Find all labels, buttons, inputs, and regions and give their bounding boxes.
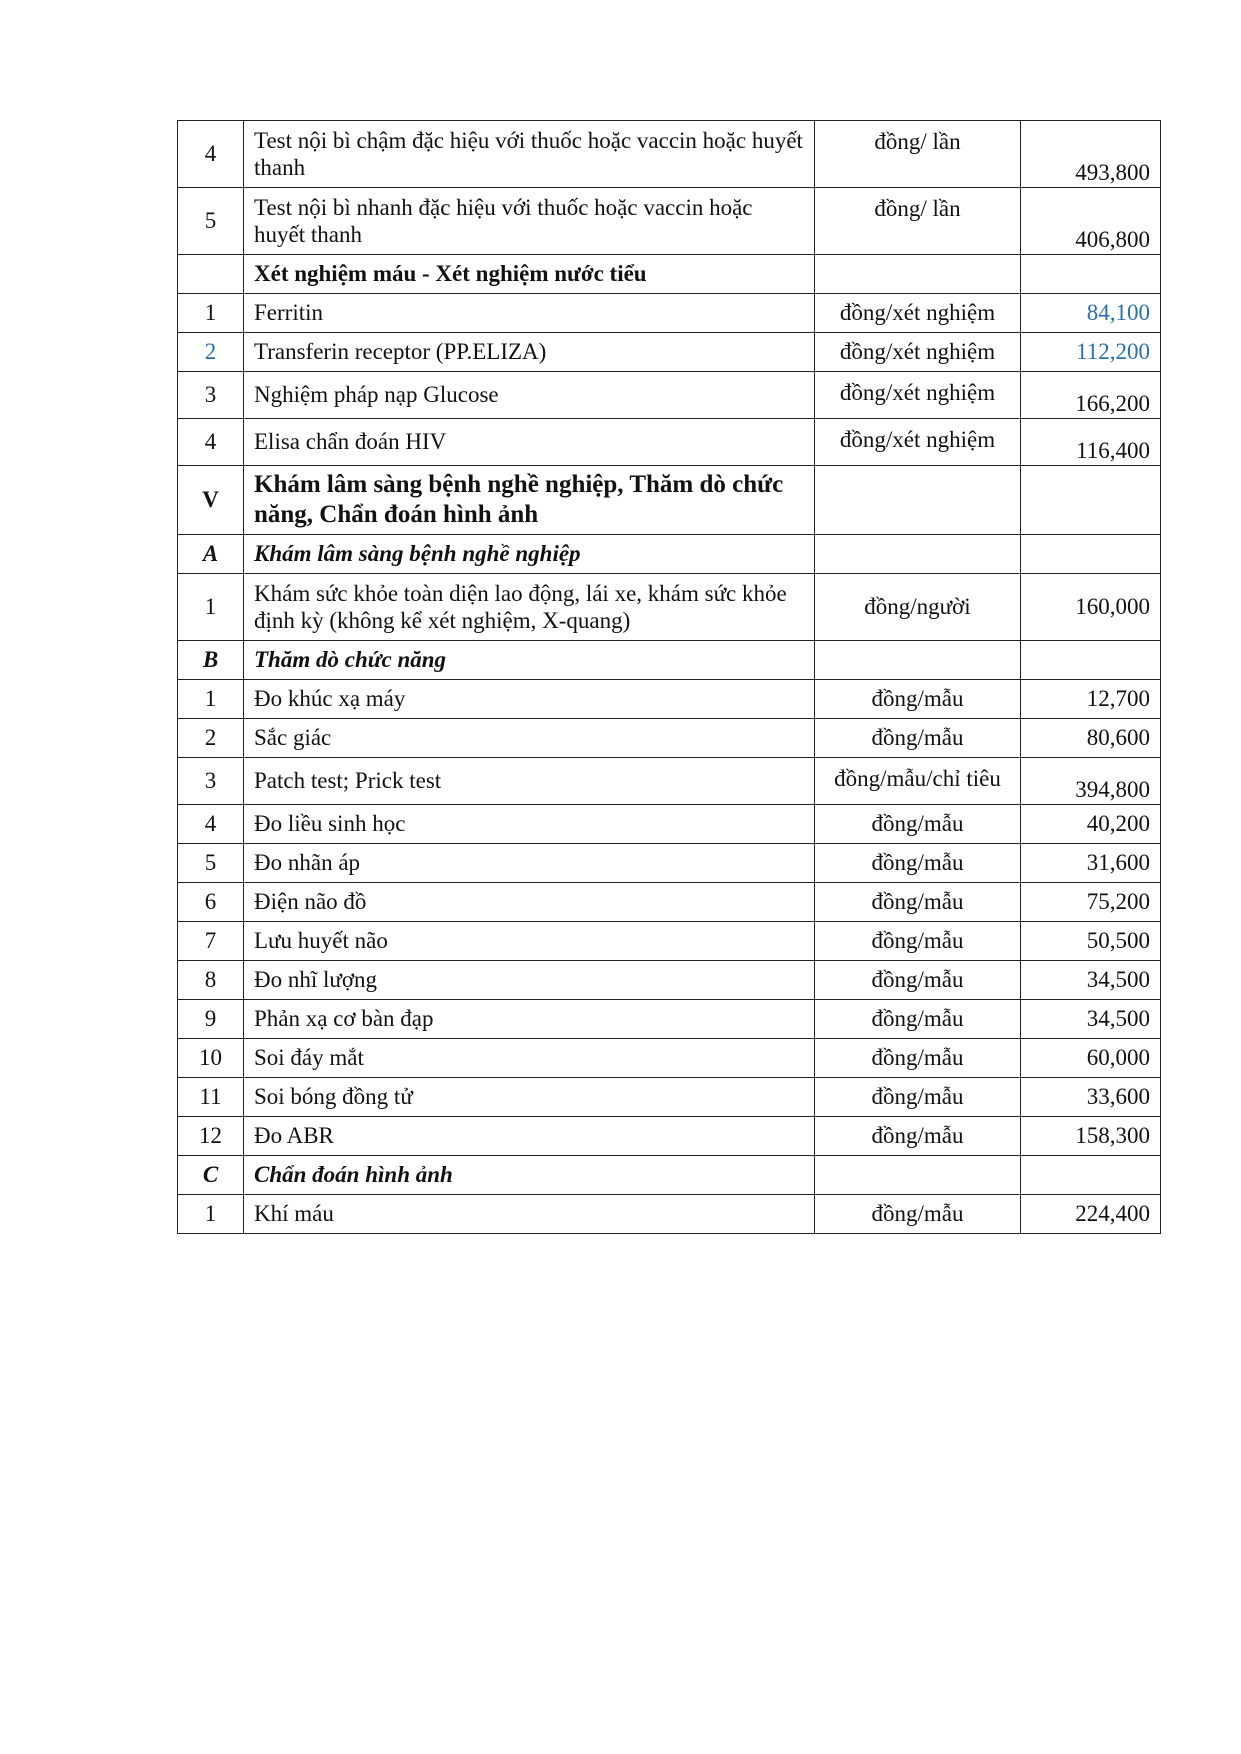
price-cell	[1021, 535, 1161, 574]
price-cell	[1021, 466, 1161, 535]
service-name: Điện não đồ	[244, 883, 815, 922]
row-number: 4	[178, 419, 244, 466]
price-cell: 116,400	[1021, 419, 1161, 466]
table-row	[178, 719, 1161, 758]
table-row	[178, 333, 1161, 372]
unit-cell: đồng/mẫu	[815, 961, 1021, 1000]
unit-cell: đồng/mẫu	[815, 922, 1021, 961]
price-cell: 394,800	[1021, 758, 1161, 805]
subsection-row	[178, 1156, 1161, 1195]
table-row	[178, 1078, 1161, 1117]
service-name: Test nội bì chậm đặc hiệu với thuốc hoặc vaccin hoặc huyết thanh	[244, 121, 815, 188]
table-row	[178, 121, 1161, 188]
unit-cell: đồng/mẫu	[815, 719, 1021, 758]
service-name: Đo ABR	[244, 1117, 815, 1156]
price-cell: 160,000	[1021, 574, 1161, 641]
price-cell: 406,800	[1021, 188, 1161, 255]
price-cell: 166,200	[1021, 372, 1161, 419]
service-name: Patch test; Prick test	[244, 758, 815, 805]
table-row	[178, 961, 1161, 1000]
row-number: 3	[178, 758, 244, 805]
table-row	[178, 805, 1161, 844]
row-number: 8	[178, 961, 244, 1000]
price-cell: 75,200	[1021, 883, 1161, 922]
subsection-row	[178, 535, 1161, 574]
subsection-letter: B	[178, 641, 244, 680]
unit-cell: đồng/mẫu	[815, 805, 1021, 844]
service-name: Lưu huyết não	[244, 922, 815, 961]
service-name: Soi bóng đồng tử	[244, 1078, 815, 1117]
row-number: 3	[178, 372, 244, 419]
section-title: Khám lâm sàng bệnh nghề nghiệp, Thăm dò chức năng, Chẩn đoán hình ảnh	[244, 466, 815, 535]
service-name: Nghiệm pháp nạp Glucose	[244, 372, 815, 419]
unit-cell: đồng/mẫu	[815, 1078, 1021, 1117]
unit-cell: đồng/mẫu	[815, 1000, 1021, 1039]
subsection-title: Chẩn đoán hình ảnh	[244, 1156, 815, 1195]
unit-cell: đồng/mẫu	[815, 680, 1021, 719]
row-number: 1	[178, 294, 244, 333]
row-number: 12	[178, 1117, 244, 1156]
service-name: Ferritin	[244, 294, 815, 333]
section-number: V	[178, 466, 244, 535]
service-name: Elisa chẩn đoán HIV	[244, 419, 815, 466]
service-name: Đo khúc xạ máy	[244, 680, 815, 719]
subsection-title: Thăm dò chức năng	[244, 641, 815, 680]
price-cell	[1021, 641, 1161, 680]
row-number: 7	[178, 922, 244, 961]
service-name: Khám sức khỏe toàn diện lao động, lái xe, khám sức khỏe định kỳ (không kể xét nghiệm, X-quang)	[244, 574, 815, 641]
table-row	[178, 1039, 1161, 1078]
table-row	[178, 188, 1161, 255]
price-cell: 33,600	[1021, 1078, 1161, 1117]
price-cell: 34,500	[1021, 1000, 1161, 1039]
table-row	[178, 1195, 1161, 1234]
unit-cell	[815, 255, 1021, 294]
price-cell: 60,000	[1021, 1039, 1161, 1078]
service-name: Phản xạ cơ bàn đạp	[244, 1000, 815, 1039]
subsection-title: Khám lâm sàng bệnh nghề nghiệp	[244, 535, 815, 574]
subsection-letter: C	[178, 1156, 244, 1195]
price-table	[177, 120, 1161, 1234]
row-number: 5	[178, 844, 244, 883]
unit-cell: đồng/ lần	[815, 188, 1021, 255]
service-name: Test nội bì nhanh đặc hiệu với thuốc hoặc vaccin hoặc huyết thanh	[244, 188, 815, 255]
price-cell: 12,700	[1021, 680, 1161, 719]
row-number	[178, 255, 244, 294]
price-cell	[1021, 255, 1161, 294]
price-cell	[1021, 1156, 1161, 1195]
unit-cell: đồng/người	[815, 574, 1021, 641]
service-name: Transferin receptor (PP.ELIZA)	[244, 333, 815, 372]
subsection-row	[178, 641, 1161, 680]
table-row	[178, 419, 1161, 466]
row-number: 2	[178, 333, 244, 372]
unit-cell	[815, 1156, 1021, 1195]
price-cell: 31,600	[1021, 844, 1161, 883]
section-row	[178, 255, 1161, 294]
price-cell: 80,600	[1021, 719, 1161, 758]
table-row	[178, 574, 1161, 641]
table-row	[178, 294, 1161, 333]
unit-cell	[815, 466, 1021, 535]
unit-cell: đồng/mẫu	[815, 883, 1021, 922]
unit-cell: đồng/ lần	[815, 121, 1021, 188]
unit-cell: đồng/xét nghiệm	[815, 294, 1021, 333]
row-number: 4	[178, 805, 244, 844]
unit-cell: đồng/mẫu	[815, 1117, 1021, 1156]
service-name: Đo liều sinh học	[244, 805, 815, 844]
unit-cell: đồng/xét nghiệm	[815, 333, 1021, 372]
table-row	[178, 1117, 1161, 1156]
unit-cell: đồng/mẫu	[815, 1039, 1021, 1078]
unit-cell: đồng/mẫu/chỉ tiêu	[815, 758, 1021, 805]
section-row	[178, 466, 1161, 535]
table-row	[178, 844, 1161, 883]
service-name: Sắc giác	[244, 719, 815, 758]
price-cell: 50,500	[1021, 922, 1161, 961]
unit-cell: đồng/xét nghiệm	[815, 419, 1021, 466]
unit-cell: đồng/mẫu	[815, 844, 1021, 883]
row-number: 5	[178, 188, 244, 255]
table-row	[178, 372, 1161, 419]
unit-cell	[815, 641, 1021, 680]
row-number: 10	[178, 1039, 244, 1078]
row-number: 6	[178, 883, 244, 922]
price-cell: 34,500	[1021, 961, 1161, 1000]
row-number: 2	[178, 719, 244, 758]
row-number: 1	[178, 1195, 244, 1234]
price-cell: 112,200	[1021, 333, 1161, 372]
row-number: 4	[178, 121, 244, 188]
service-name: Đo nhãn áp	[244, 844, 815, 883]
price-cell: 158,300	[1021, 1117, 1161, 1156]
row-number: 1	[178, 574, 244, 641]
unit-cell: đồng/xét nghiệm	[815, 372, 1021, 419]
section-title: Xét nghiệm máu - Xét nghiệm nước tiểu	[244, 255, 815, 294]
unit-cell: đồng/mẫu	[815, 1195, 1021, 1234]
unit-cell	[815, 535, 1021, 574]
row-number: 1	[178, 680, 244, 719]
service-name: Khí máu	[244, 1195, 815, 1234]
row-number: 11	[178, 1078, 244, 1117]
table-row	[178, 1000, 1161, 1039]
table-row	[178, 922, 1161, 961]
price-cell: 40,200	[1021, 805, 1161, 844]
price-cell: 84,100	[1021, 294, 1161, 333]
service-name: Đo nhĩ lượng	[244, 961, 815, 1000]
service-name: Soi đáy mắt	[244, 1039, 815, 1078]
row-number: 9	[178, 1000, 244, 1039]
price-cell: 493,800	[1021, 121, 1161, 188]
table-row	[178, 883, 1161, 922]
subsection-letter: A	[178, 535, 244, 574]
price-cell: 224,400	[1021, 1195, 1161, 1234]
table-row	[178, 758, 1161, 805]
table-row	[178, 680, 1161, 719]
